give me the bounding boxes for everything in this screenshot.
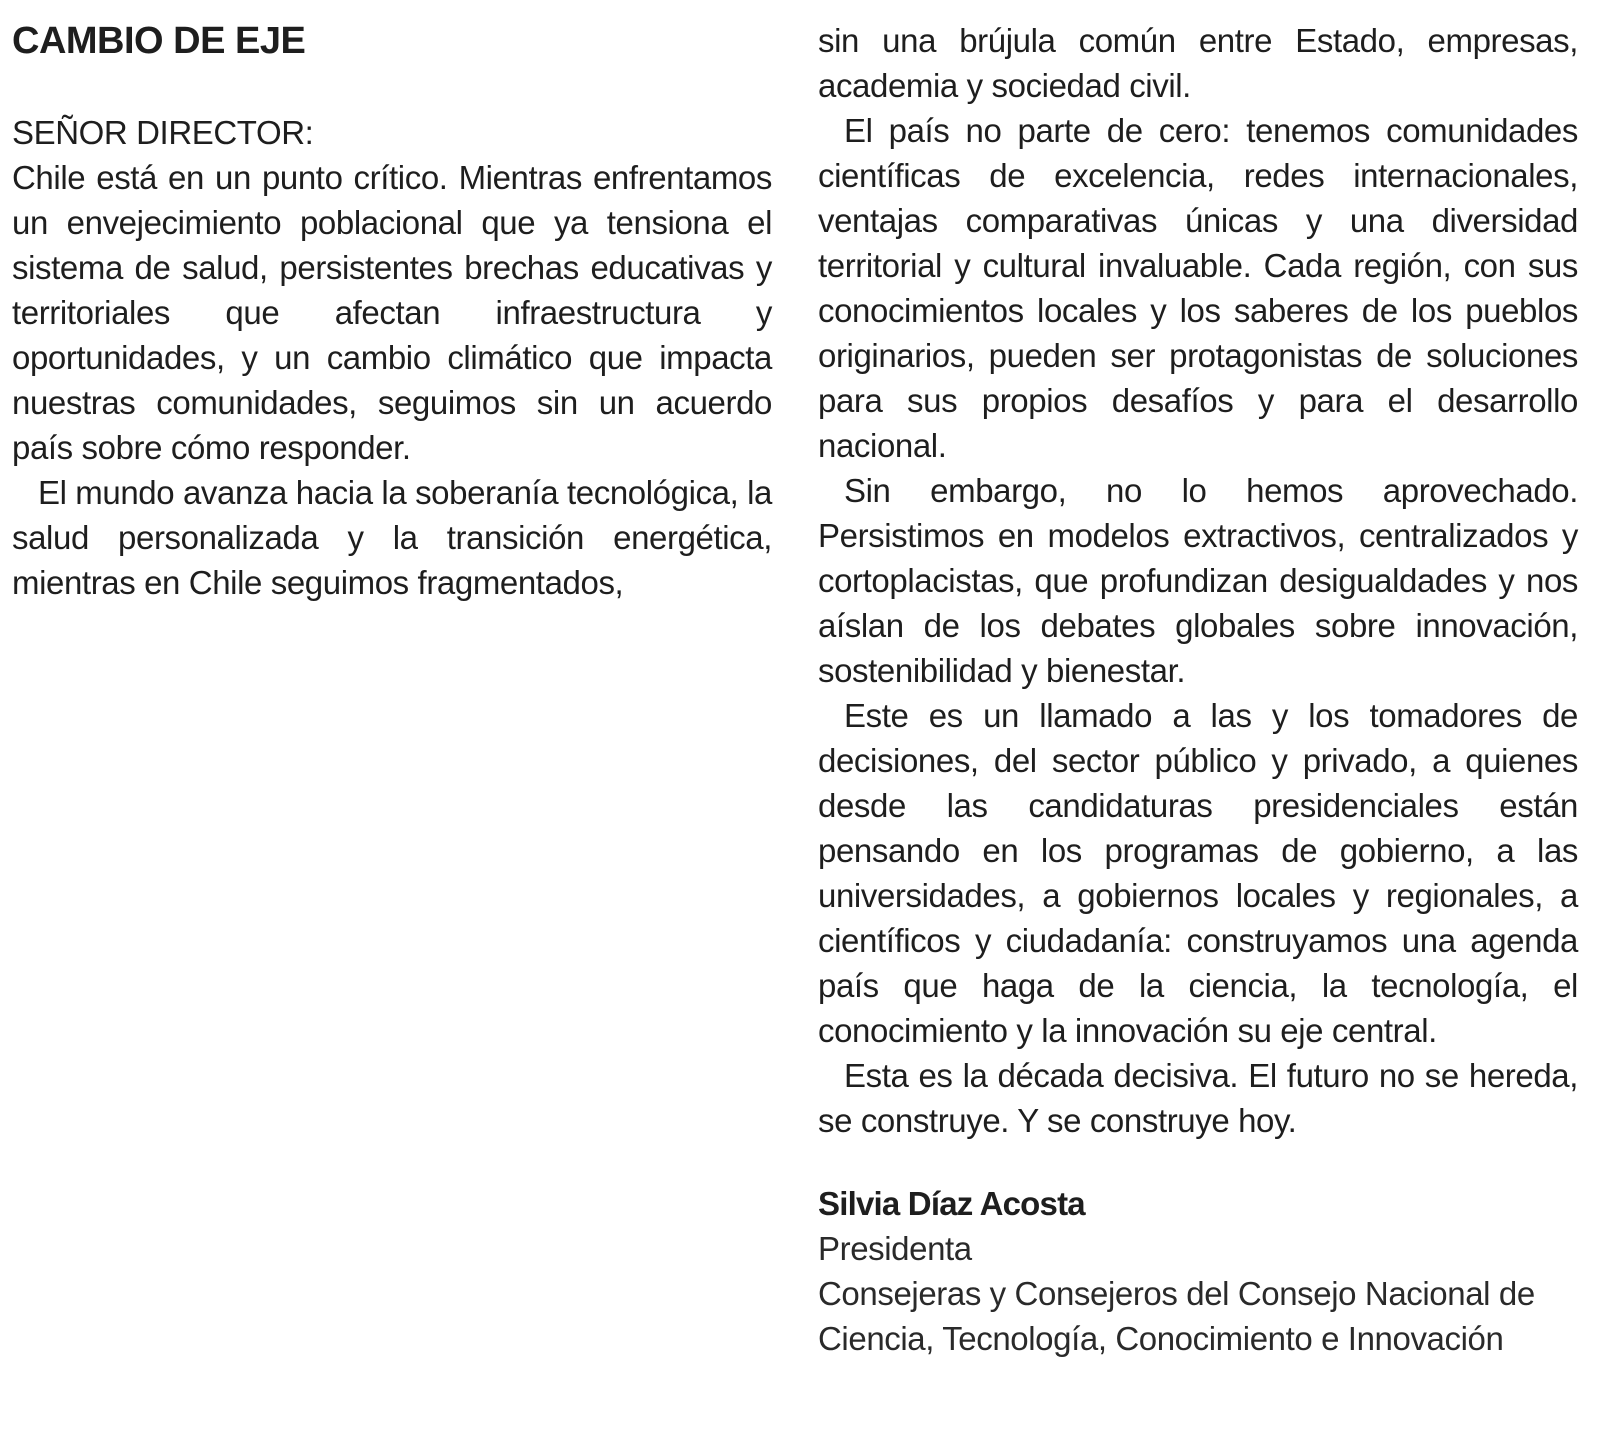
paragraph-2-end: sin una brújula común entre Estado, empresas, academia y sociedad civil. (818, 22, 1578, 104)
signature-block (818, 1181, 1538, 1361)
right-column (818, 18, 1578, 1361)
signature-organization: Consejeras y Consejeros del Consejo Nacional de Ciencia, Tecnología, Conocimiento e Innovación (818, 1275, 1535, 1357)
paragraph-6: Esta es la década decisiva. El futuro no se hereda, se construye. Y se construye hoy. (818, 1057, 1578, 1139)
signature-title: Presidenta (818, 1230, 972, 1267)
signature-name: Silvia Díaz Acosta (818, 1185, 1085, 1222)
paragraph-4: Sin embargo, no lo hemos aprovechado. Persistimos en modelos extractivos, centralizados y cortoplacistas, que profundizan desigualdades y nos aíslan de los debates globales sobre innovación, sostenibilidad y bienestar. (818, 472, 1578, 689)
paragraph-3: El país no parte de cero: tenemos comunidades científicas de excelencia, redes internacionales, ventajas comparativas únicas y una diversidad territorial y cultural invaluable. Cada región, con sus conocimientos locales y los saberes de los pueblos originarios, pueden ser protagonistas de soluciones para sus propios desafíos y para el desarrollo nacional. (818, 112, 1578, 464)
paragraph-2-start: El mundo avanza hacia la soberanía tecnológica, la salud personalizada y la transición energética, mientras en Chile seguimos fragmentados, (12, 474, 772, 601)
paragraph-5: Este es un llamado a las y los tomadores de decisiones, del sector público y privado, a quienes desde las candidaturas presidenciales están pensando en los programas de gobierno, a las universidades, a gobiernos locales y regionales, a científicos y ciudadanía: construyamos una agenda país que haga de la ciencia, la tecnología, el conocimiento y la innovación su eje central. (818, 697, 1578, 1049)
salutation: SEÑOR DIRECTOR: (12, 114, 314, 151)
left-column (12, 0, 772, 605)
headline: CAMBIO DE EJE (12, 20, 306, 62)
paragraph-1: Chile está en un punto crítico. Mientras enfrentamos un envejecimiento poblacional que ya tensiona el sistema de salud, persistentes brechas educativas y territoriales que afectan infraestructura y oportunidades, y un cambio climático que impacta nuestras comunidades, seguimos sin un acuerdo país sobre cómo responder. (12, 159, 772, 466)
